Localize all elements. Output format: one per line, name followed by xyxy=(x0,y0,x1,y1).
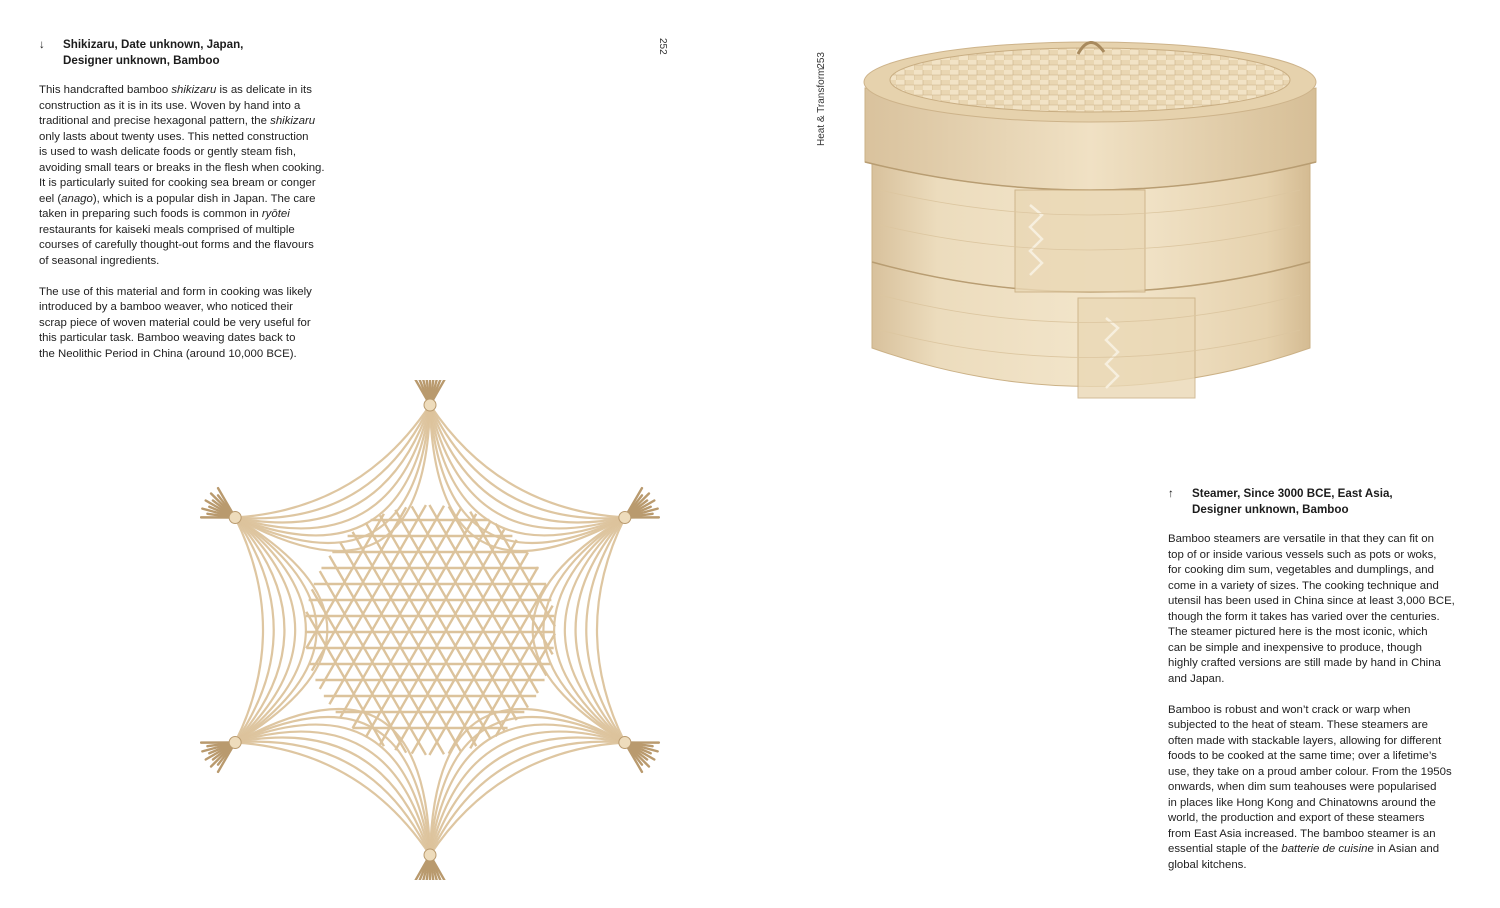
text-line xyxy=(39,223,339,239)
text-line xyxy=(1168,532,1468,548)
section-label-wrap xyxy=(816,67,832,160)
text-segment: this particular task. Bamboo weaving dates back to xyxy=(39,332,296,344)
paragraph xyxy=(1168,532,1468,687)
text-segment: restaurants for kaiseki meals comprised of multiple xyxy=(39,223,295,236)
caption-line: Shikizaru, Date unknown, Japan, xyxy=(63,38,244,51)
text-line xyxy=(1168,765,1468,781)
text-segment: foods to be cooked at the same time; over a lifetime’s xyxy=(1168,750,1437,762)
text-segment: construction as it is in its use. Woven by hand into a xyxy=(39,99,301,112)
text-line xyxy=(1168,641,1468,657)
section-title: Heat & Transform xyxy=(816,67,827,146)
tied-bundle xyxy=(201,737,241,772)
caption-line: Steamer, Since 3000 BCE, East Asia, xyxy=(1192,487,1393,500)
text-segment: of seasonal ingredients. xyxy=(39,254,160,267)
text-segment: This handcrafted bamboo xyxy=(39,84,172,96)
steamer-image xyxy=(860,30,1320,420)
shikizaru-image xyxy=(200,380,670,880)
text-line xyxy=(1168,548,1468,564)
text-line xyxy=(1168,796,1468,812)
text-line xyxy=(39,130,339,146)
paragraph xyxy=(1168,703,1468,874)
text-line xyxy=(1168,610,1468,626)
text-line xyxy=(1168,563,1468,579)
text-line xyxy=(1168,703,1468,719)
text-segment: traditional and precise hexagonal pattern, the xyxy=(39,115,271,127)
text-segment: global kitchens. xyxy=(1168,858,1247,871)
text-line xyxy=(1168,811,1468,827)
text-line xyxy=(1168,672,1468,688)
text-line xyxy=(39,83,339,99)
shikizaru-caption xyxy=(39,37,244,68)
text-line xyxy=(39,161,339,177)
text-segment: come in a variety of sizes. The cooking technique and xyxy=(1168,579,1439,592)
text-segment: in Asian and xyxy=(1373,843,1440,855)
steamer-caption xyxy=(1168,486,1393,517)
text-segment: is as delicate in its xyxy=(216,84,312,96)
text-segment: Bamboo steamers are versatile in that they can fit on xyxy=(1168,533,1434,545)
tied-bundle xyxy=(413,380,447,411)
text-segment: The steamer pictured here is the most iconic, which xyxy=(1168,626,1428,638)
right-page xyxy=(750,0,1500,908)
text-line xyxy=(1168,718,1468,734)
italic-term: batterie de cuisine xyxy=(1281,843,1374,855)
text-line xyxy=(1168,594,1468,610)
caption-line: Designer unknown, Bamboo xyxy=(1192,502,1349,516)
text-segment: essential staple of the xyxy=(1168,843,1282,855)
text-segment: highly crafted versions are still made by hand in China xyxy=(1168,657,1441,669)
tied-bundle xyxy=(201,488,241,523)
text-line xyxy=(1168,734,1468,750)
text-segment: can be simple and inexpensive to produce, though xyxy=(1168,641,1422,654)
text-segment: avoiding small tears or breaks in the flesh when cooking. xyxy=(39,161,325,174)
text-line xyxy=(39,192,339,208)
text-segment: top of or inside various vessels such as pots or woks, xyxy=(1168,548,1437,561)
tied-bundle xyxy=(619,737,659,772)
text-line xyxy=(1168,827,1468,843)
text-segment: from East Asia increased. The bamboo steamer is an xyxy=(1168,827,1436,840)
text-line xyxy=(39,285,339,301)
italic-term: ryōtei xyxy=(261,208,290,220)
text-segment: scrap piece of woven material could be very useful for xyxy=(39,316,311,329)
page-number: 253 xyxy=(816,52,827,69)
text-segment: the Neolithic Period in China (around 10,000 BCE). xyxy=(39,347,297,360)
page-number: 252 xyxy=(657,38,668,55)
text-line xyxy=(39,114,339,130)
text-segment: use, they take on a proud amber colour. From the 1950s xyxy=(1168,765,1452,778)
text-line xyxy=(39,176,339,192)
paragraph xyxy=(39,285,339,363)
woven-strips xyxy=(235,405,625,855)
text-line xyxy=(1168,749,1468,765)
text-segment: courses of carefully thought-out forms and the flavours xyxy=(39,239,314,251)
shikizaru-description xyxy=(39,83,339,378)
text-line xyxy=(1168,625,1468,641)
text-line xyxy=(39,254,339,270)
text-line xyxy=(1168,842,1468,858)
text-segment: Bamboo is robust and won’t crack or warp when xyxy=(1168,703,1411,716)
text-line xyxy=(39,207,339,223)
text-segment: onwards, when dim sum teahouses were popularised xyxy=(1168,781,1437,793)
text-segment: utensil has been used in China since at least 3,000 BCE, xyxy=(1168,595,1455,607)
text-segment: only lasts about twenty uses. This netted construction xyxy=(39,130,309,143)
tied-bundle xyxy=(619,488,659,523)
text-segment: in places like Hong Kong and Chinatowns around the xyxy=(1168,796,1436,809)
tied-bundle xyxy=(413,849,447,880)
text-line xyxy=(39,99,339,115)
text-segment: subjected to the heat of steam. These steamers are xyxy=(1168,719,1429,731)
text-line xyxy=(39,347,339,363)
text-line xyxy=(39,300,339,316)
text-segment: though the form it takes has varied over the centuries. xyxy=(1168,610,1440,623)
text-segment: It is particularly suited for cooking sea bream or conger xyxy=(39,177,316,189)
text-segment: often made with stackable layers, allowing for different xyxy=(1168,734,1442,747)
italic-term: shikizaru xyxy=(270,115,316,127)
text-segment: taken in preparing such foods is common in xyxy=(39,208,262,220)
italic-term: anago xyxy=(61,192,93,205)
text-line xyxy=(39,316,339,332)
arrow-down-icon: ↓ xyxy=(39,38,45,51)
arrow-up-icon: ↑ xyxy=(1168,487,1174,500)
text-segment: The use of this material and form in cooking was likely xyxy=(39,285,312,298)
text-segment: eel ( xyxy=(39,192,62,205)
text-segment: is used to wash delicate foods or gently steam fish, xyxy=(39,146,297,158)
text-line xyxy=(39,331,339,347)
text-segment: and Japan. xyxy=(1168,672,1225,685)
text-segment: ), which is a popular dish in Japan. The care xyxy=(92,192,316,205)
text-line xyxy=(1168,656,1468,672)
text-line xyxy=(39,145,339,161)
text-line xyxy=(39,238,339,254)
text-segment: for cooking dim sum, vegetables and dumplings, and xyxy=(1168,564,1434,576)
italic-term: shikizaru xyxy=(171,84,217,96)
text-segment: introduced by a bamboo weaver, who noticed their xyxy=(39,301,293,313)
text-line xyxy=(1168,579,1468,595)
text-line xyxy=(1168,858,1468,874)
text-line xyxy=(1168,780,1468,796)
paragraph xyxy=(39,83,339,269)
text-segment: world, the production and export of these steamers xyxy=(1168,812,1425,824)
steamer-description xyxy=(1168,532,1468,889)
caption-line: Designer unknown, Bamboo xyxy=(63,53,220,67)
